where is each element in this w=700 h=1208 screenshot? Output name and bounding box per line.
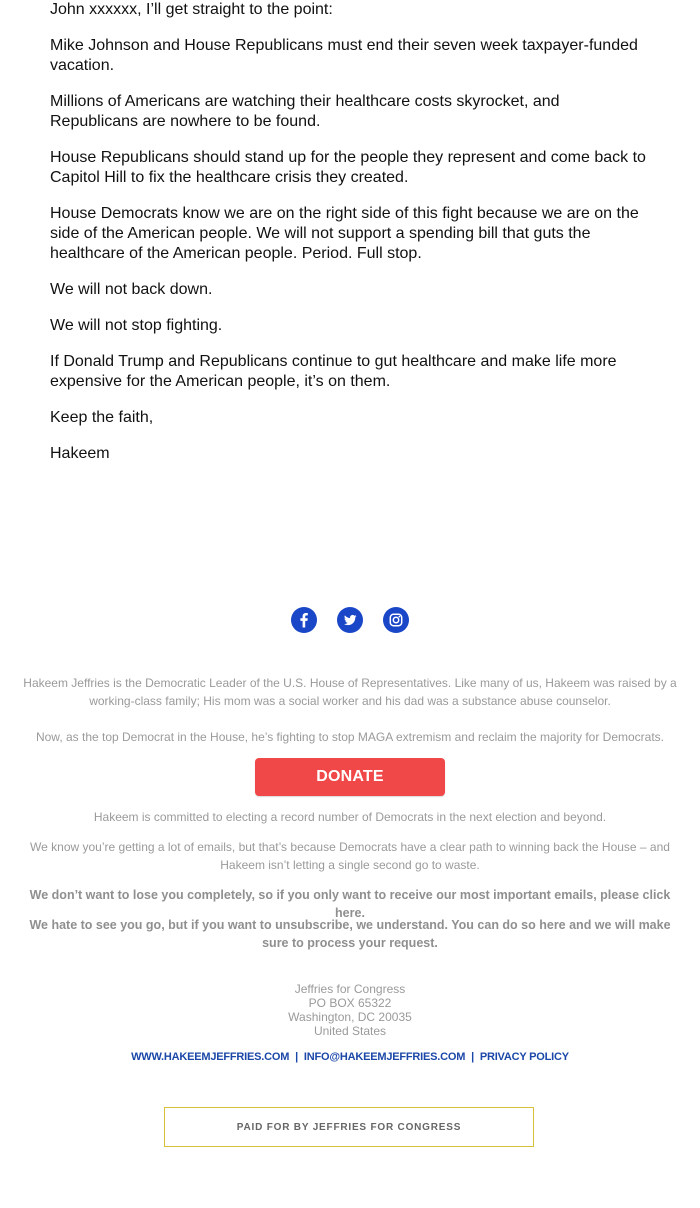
signature: Hakeem [50, 445, 110, 462]
footer-commitment: Hakeem is committed to electing a record number of Democrats in the next election and beyond. [93, 810, 607, 824]
link-separator: | [471, 1051, 474, 1063]
paragraph: House Republicans should stand up for the people they represent and come back to Capitol Hill to fix the healthcare crisis they created. [50, 149, 646, 186]
privacy-policy-link[interactable]: PRIVACY POLICY [479, 1051, 569, 1063]
email-body [50, 0, 650, 480]
greeting: John xxxxxx, I’ll get straight to the point: [50, 1, 333, 18]
paid-for-disclaimer: PAID FOR BY JEFFRIES FOR CONGRESS [164, 1107, 534, 1147]
address-box: PO BOX 65322 [308, 996, 392, 1010]
address-org: Jeffries for Congress [294, 982, 406, 996]
paragraph: Millions of Americans are watching their healthcare costs skyrocket, and Republicans are nowhere to be found. [50, 93, 560, 130]
footer-mission: Now, as the top Democrat in the House, he’s fighting to stop MAGA extremism and reclaim the majority for Democrats. [35, 730, 665, 744]
footer-emails-note: We know you’re getting a lot of emails, but that’s because Democrats have a clear path to winning back the House – and Hakeem isn’t letting a single second go to waste. [30, 840, 670, 872]
reduce-emails-link[interactable]: We don’t want to lose you completely, so if you only want to receive our most important emails, please click here. [29, 888, 671, 920]
link-separator: | [295, 1051, 298, 1063]
unsubscribe-link[interactable]: We hate to see you go, but if you want to unsubscribe, we understand. You can do so here and we will make sure to process your request. [29, 918, 671, 950]
facebook-icon[interactable] [291, 607, 317, 633]
address-city: Washington, DC 20035 [288, 1010, 412, 1024]
paragraph: If Donald Trump and Republicans continue to gut healthcare and make life more expensive for the American people, it’s on them. [50, 353, 617, 390]
twitter-icon[interactable] [337, 607, 363, 633]
paragraph: We will not stop fighting. [50, 317, 223, 334]
donate-button[interactable]: DONATE [255, 758, 445, 796]
social-links [0, 607, 700, 633]
paragraph: We will not back down. [50, 281, 213, 298]
footer-links [0, 1051, 700, 1063]
paragraph: House Democrats know we are on the right side of this fight because we are on the side of the American people. We will not support a spending bill that guts the healthcare of the American people. Period. Full stop. [50, 205, 639, 262]
instagram-icon[interactable] [383, 607, 409, 633]
footer-bio: Hakeem Jeffries is the Democratic Leader of the U.S. House of Representatives. Like many of us, Hakeem was raised by a working-class family; His mom was a social worker and his dad was a substance abuse counselor. [23, 676, 677, 708]
mailing-address [0, 982, 700, 1038]
website-link[interactable]: WWW.HAKEEMJEFFRIES.COM [131, 1051, 290, 1063]
email-link[interactable]: INFO@HAKEEMJEFFRIES.COM [303, 1051, 466, 1063]
paragraph: Mike Johnson and House Republicans must end their seven week taxpayer-funded vacation. [50, 37, 638, 74]
address-country: United States [313, 1024, 387, 1038]
signoff: Keep the faith, [50, 409, 154, 426]
